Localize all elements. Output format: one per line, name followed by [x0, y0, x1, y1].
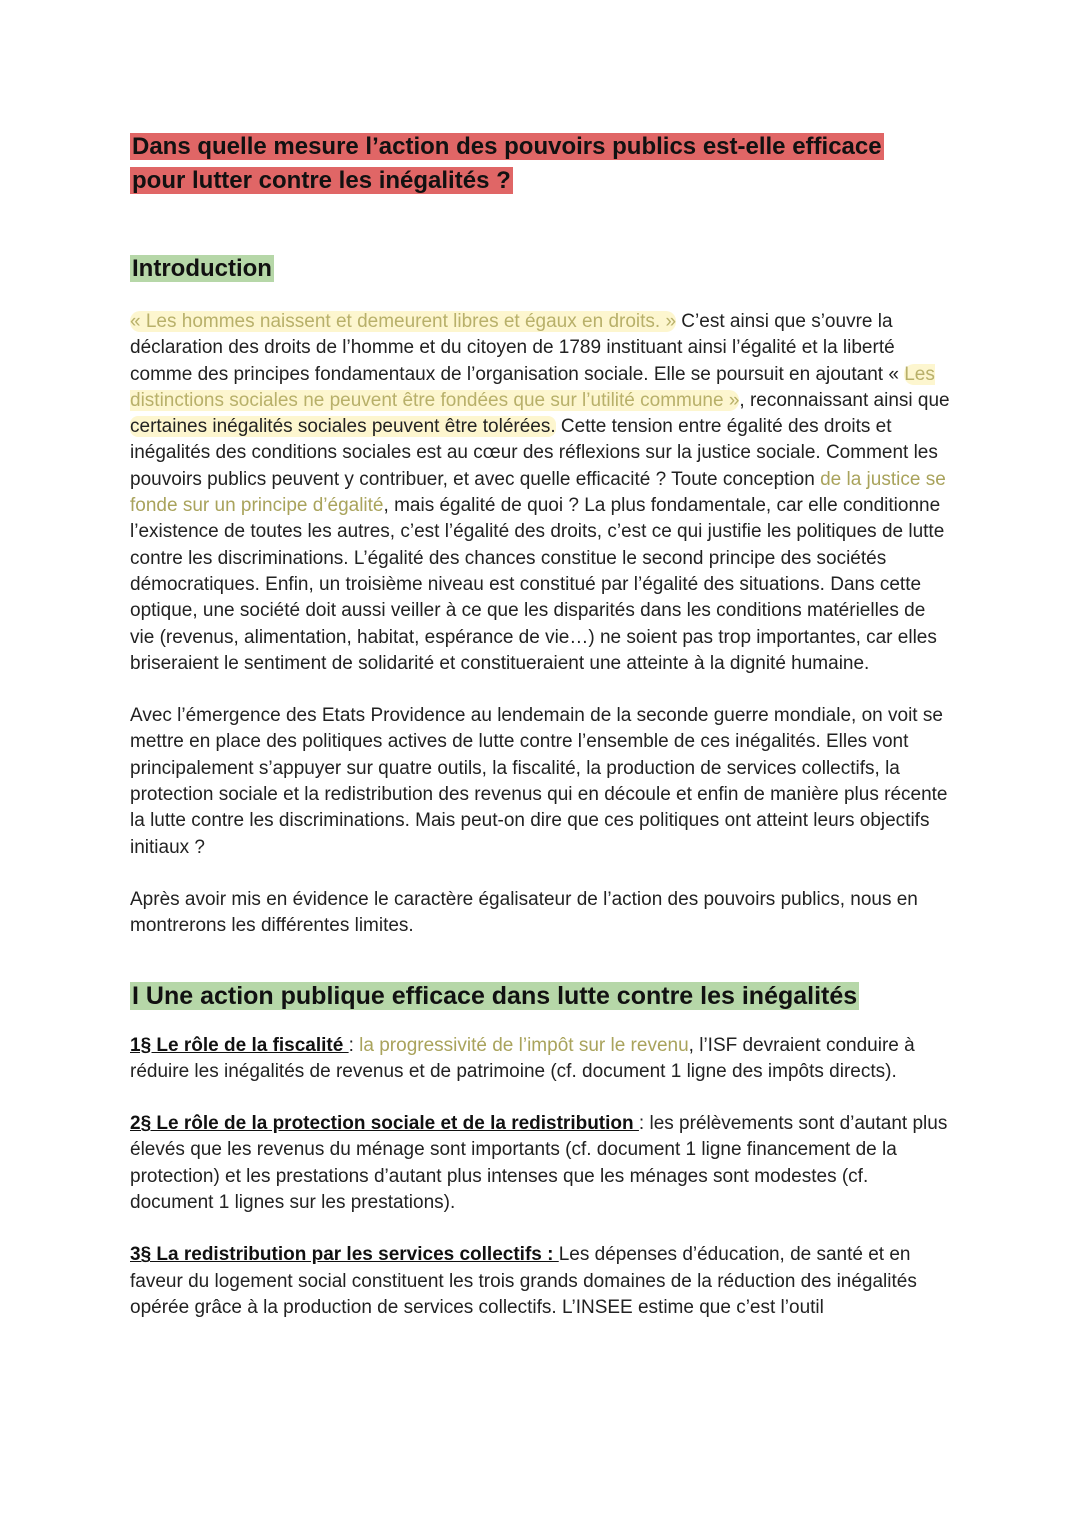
introduction-heading-text: Introduction [132, 255, 272, 282]
intro-text-3: Cette tension entre égalité des droits et inégalités des conditions sociales est au cœur des réflexions sur la justice sociale. Comment les pouvoirs publics peuvent y contribuer, et avec quelle efficacité ? Toute conception [130, 416, 938, 490]
intro-text-2: , reconnaissant ainsi que [739, 389, 950, 411]
quote-ddhc-1: « Les hommes naissent et demeurent libres et égaux en droits. » [130, 311, 677, 332]
document-title [130, 130, 950, 198]
subsection-2-text: : les prélèvements sont d’autant plus élevés que les revenus du ménage sont importants (cf. document 1 ligne financement de la protection) et les prestations d’autant plus intenses que les ménages sont modestes (cf. document 1 lignes sur les prestations). [130, 1113, 948, 1214]
subsection-1-text: , l’ISF devraient conduire à réduire les inégalités de revenus et de patrimoine (cf. document 1 ligne des impôts directs). [130, 1034, 915, 1082]
section-1-heading-text: I Une action publique efficace dans lutte contre les inégalités [132, 981, 858, 1010]
subsection-3-text: Les dépenses d’éducation, de santé et en faveur du logement social constituent les trois grands domaines de la réduction des inégalités opérée grâce à la production de services collectifs. L’INSEE estime que c’est l’outil [130, 1244, 917, 1318]
subsection-2-paragraph [130, 1111, 950, 1216]
intro-paragraph-2: Avec l’émergence des Etats Providence au lendemain de la seconde guerre mondiale, on voit se mettre en place des politiques actives de lutte contre l’ensemble de ces inégalités. Elles vont principalement s’appuyer sur quatre outils, la fiscalité, la production de services collectifs, la protection sociale et la redistribution des revenus qui en découle et enfin de manière plus récente la lutte contre les discriminations. Mais peut-on dire que ces politiques ont atteint leurs objectifs initiaux ? [130, 705, 948, 858]
highlight-tolerated-inequalities: certaines inégalités sociales peuvent être tolérées. [130, 416, 556, 438]
subsection-3-heading: 3§ La redistribution par les services collectifs : [130, 1244, 559, 1266]
intro-paragraph-3: Après avoir mis en évidence le caractère égalisateur de l’action des pouvoirs publics, nous en montrerons les différentes limites. [130, 888, 918, 937]
quote-ddhc-2: Les distinctions sociales ne peuvent être fondées que sur l’utilité commune » [130, 363, 935, 411]
subsection-1-colon: : [348, 1034, 360, 1056]
quote-open-mark: « [888, 363, 905, 385]
subsection-1-heading: 1§ Le rôle de la fiscalité [130, 1034, 349, 1056]
title-line-2: pour lutter contre les inégalités ? [132, 167, 511, 194]
intro-text-4: , mais égalité de quoi ? La plus fondamentale, car elle conditionne l’existence de toutes les autres, c’est l’égalité des droits, c’est ce qui justifie les politiques de lutte contre les discriminations. L’égalité des chances constitue le second principe des sociétés démocratiques. Enfin, un troisième niveau est constitué par l’égalité des situations. Dans cette optique, une société doit aussi veiller à ce que les disparités dans les conditions matérielles de vie (revenus, alimentation, habitat, espérance de vie…) ne soient pas trop importantes, car elles briseraient le sentiment de solidarité et constitueraient une atteinte à la dignité humaine. [130, 495, 945, 674]
title-line-1: Dans quelle mesure l’action des pouvoirs publics est-elle efficace [132, 133, 882, 160]
subsection-1-paragraph [130, 1033, 950, 1086]
highlight-justice-principle: de la justice se fonde sur un principe d’égalité [130, 468, 946, 517]
title-highlight [130, 133, 884, 194]
subsection-2-heading: 2§ Le rôle de la protection sociale et de la redistribution [130, 1113, 639, 1135]
intro-text-1: C’est ainsi que s’ouvre la déclaration des droits de l’homme et du citoyen de 1789 instituant ainsi l’égalité et la liberté comme des principes fondamentaux de l’organisation sociale. Elle se poursuit en ajoutant [130, 311, 895, 385]
intro-paragraph-1 [130, 309, 950, 677]
introduction-heading [130, 252, 950, 286]
subsection-3-paragraph [130, 1242, 950, 1321]
section-1-heading [130, 978, 950, 1014]
highlight-progressive-tax: la progressivité de l’impôt sur le revenu [359, 1034, 689, 1056]
